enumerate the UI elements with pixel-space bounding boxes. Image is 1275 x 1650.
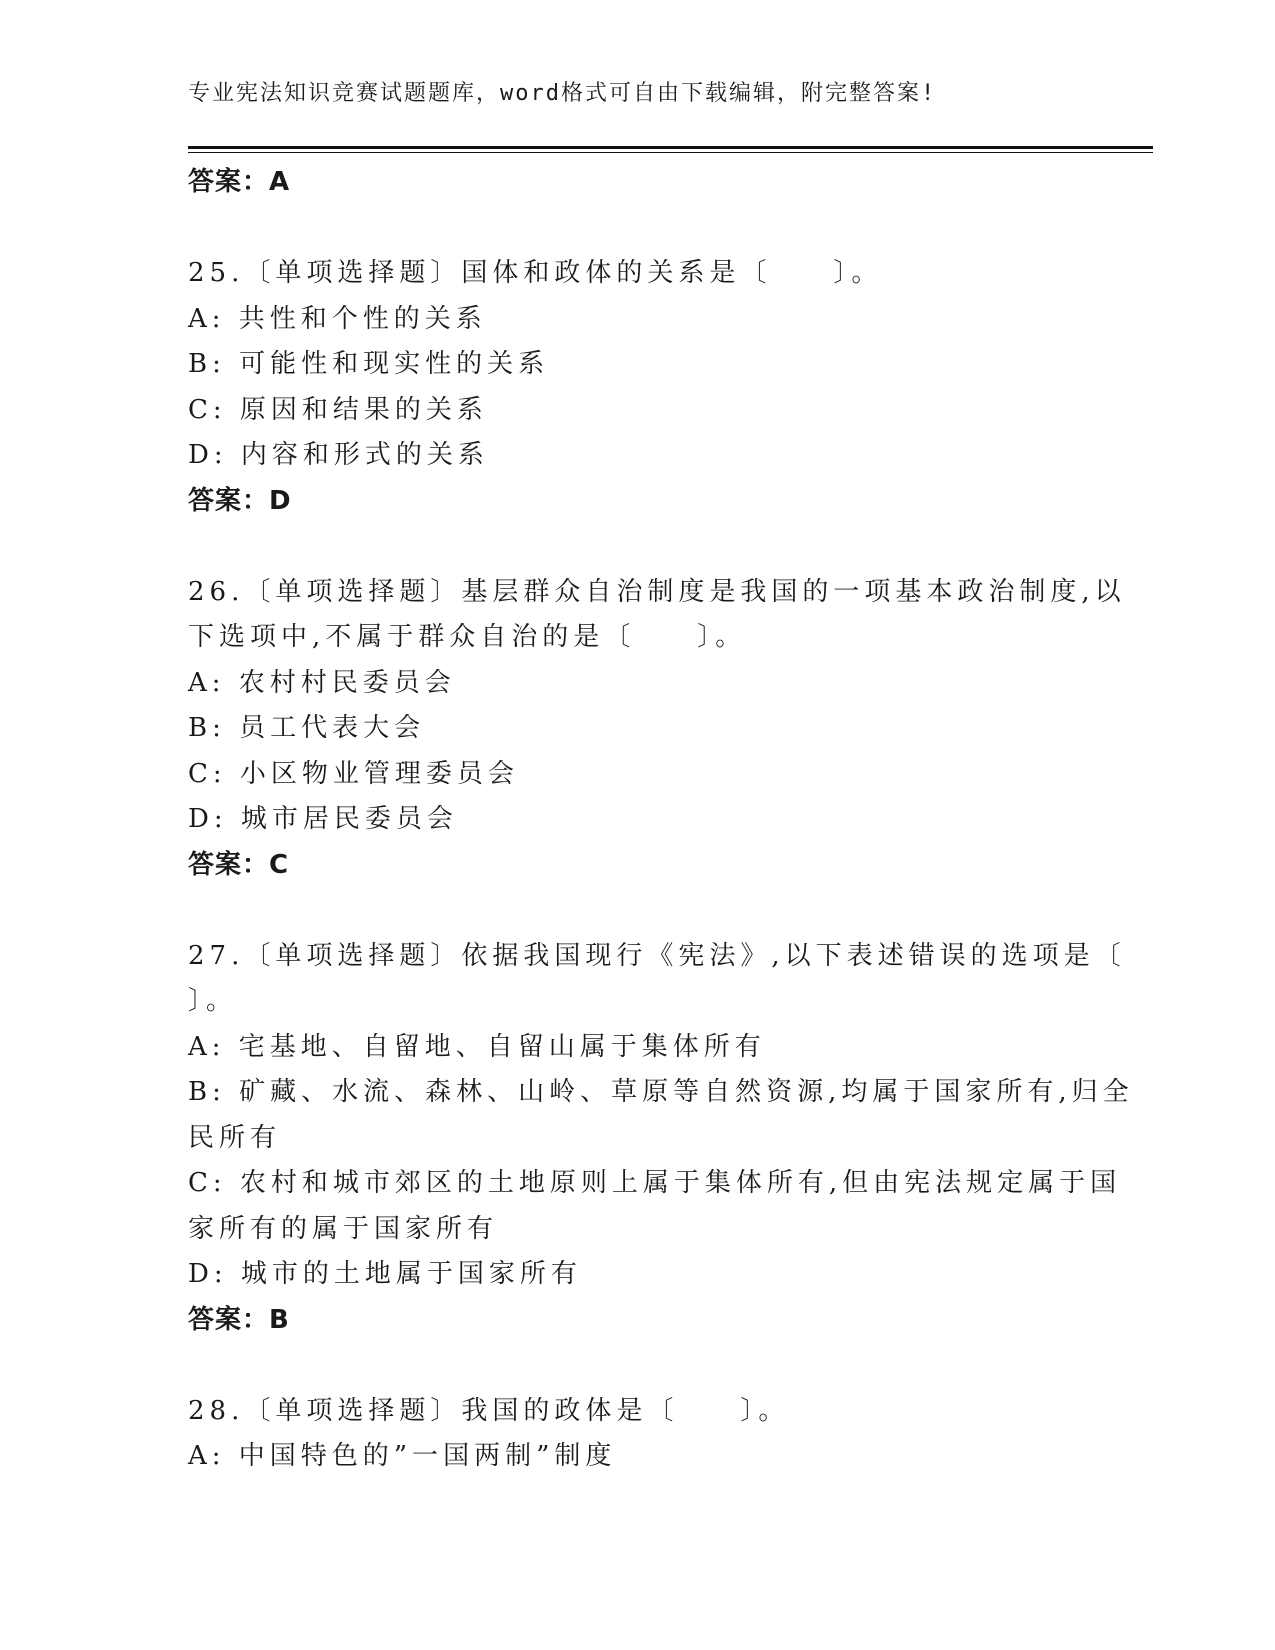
answer-line: 答案：A <box>188 167 291 197</box>
option-c: C: 小区物业管理委员会 <box>188 758 519 789</box>
option-c: C: 农村和城市郊区的土地原则上属于集体所有,但由宪法规定属于国 <box>188 1168 1122 1198</box>
question-stem: 26.〔单项选择题〕基层群众自治制度是我国的一项基本政治制度,以 <box>188 576 1126 607</box>
question-stem: 25.〔单项选择题〕国体和政体的关系是〔 〕。 <box>188 258 883 288</box>
option-c-cont: 家所有的属于国家所有 <box>188 1213 499 1244</box>
question-list <box>188 160 1134 1480</box>
question-25 <box>188 251 1088 524</box>
question-stem-cont: 〕。 <box>188 986 238 1016</box>
option-a: A: 农村村民委员会 <box>188 667 456 698</box>
question-stem-cont: 下选项中,不属于群众自治的是〔 〕。 <box>188 622 747 652</box>
question-stem: 27.〔单项选择题〕依据我国现行《宪法》,以下表述错误的选项是〔 <box>188 940 1126 971</box>
option-d: D: 内容和形式的关系 <box>188 440 489 470</box>
option-b: B: 矿藏、水流、森林、山岭、草原等自然资源,均属于国家所有,归全 <box>188 1077 1134 1107</box>
question-26 <box>188 570 1126 889</box>
option-b-cont: 民所有 <box>188 1122 282 1153</box>
question-28 <box>188 1389 1088 1480</box>
answer-line: 答案：D <box>188 485 292 516</box>
answer-line: 答案：C <box>188 849 290 880</box>
option-b: B: 可能性和现实性的关系 <box>188 349 550 379</box>
header-rule-thin <box>188 152 1153 153</box>
option-a: A: 共性和个性的关系 <box>188 303 487 334</box>
option-d: D: 城市居民委员会 <box>188 804 458 834</box>
option-b: B: 员工代表大会 <box>188 713 426 743</box>
option-a: A: 宅基地、自留地、自留山属于集体所有 <box>188 1031 766 1062</box>
question-stem: 28.〔单项选择题〕我国的政体是〔 〕。 <box>188 1395 790 1426</box>
question-27 <box>188 934 1134 1344</box>
header-rule-thick <box>188 146 1153 149</box>
option-a: A: 中国特色的”一国两制”制度 <box>188 1441 617 1471</box>
option-c: C: 原因和结果的关系 <box>188 394 488 425</box>
option-d: D: 城市的土地属于国家所有 <box>188 1259 582 1289</box>
page-header: 专业宪法知识竞赛试题题库，word格式可自由下载编辑，附完整答案! <box>188 81 937 106</box>
answer-line: 答案：B <box>188 1304 290 1335</box>
